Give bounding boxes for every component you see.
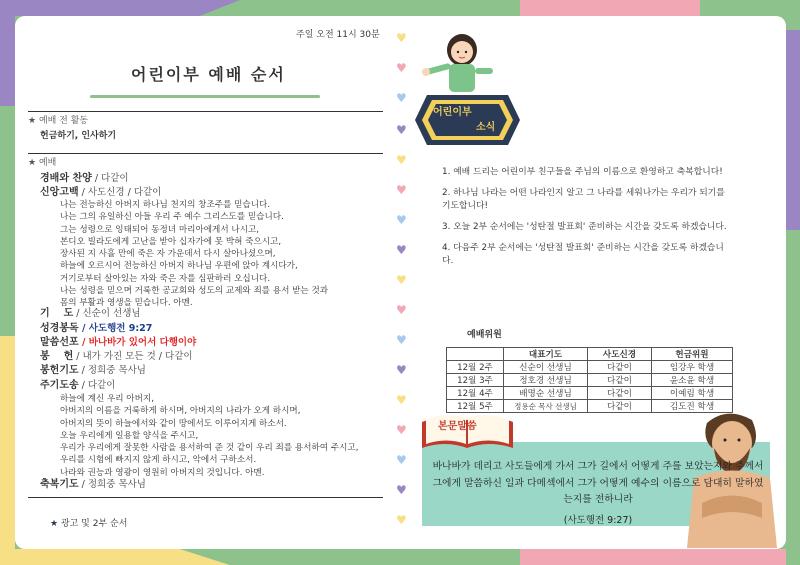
lords-prayer-text xyxy=(60,393,358,479)
heart-icon: ♥ xyxy=(396,183,407,197)
creed-line: 하늘에 오르시어 전능하신 아버지 하나님 우편에 앉아 계시다가, xyxy=(60,261,298,272)
table-row: 12월 3주 정호경 선생님 다같이 윤소윤 학생 xyxy=(447,374,733,387)
order-offering-prayer: 봉헌기도 / 정희중 목사님 xyxy=(40,365,146,376)
creed-line: 나는 전능하신 아버지 하나님 천지의 창조주를 믿습니다. xyxy=(60,200,271,210)
divider-middle xyxy=(28,153,383,154)
page-title: 어린이부 예배 순서 xyxy=(131,65,286,84)
creed-line: 장사된 지 사흘 만에 죽은 자 가운데서 다시 살아나셨으며, xyxy=(60,249,276,260)
table-row: 12월 5주 정용순 목사 선생님 다같이 김도진 학생 xyxy=(447,400,733,413)
heart-icon: ♥ xyxy=(396,61,407,75)
heart-icon: ♥ xyxy=(396,453,407,467)
order-offering: 봉 헌 / 내가 가진 모든 것 / 다같이 xyxy=(40,351,193,362)
news-badge-line1: 어린이부 xyxy=(433,107,472,118)
prayer-line: 아버지의 뜻이 하늘에서와 같이 땅에서도 이루어지게 하소서. xyxy=(60,418,287,429)
news-item: 3. 오늘 2부 순서에는 '성탄절 발표회' 준비하는 시간을 갖도록 하겠습니다. xyxy=(442,222,727,232)
verse-text: 바나바가 데리고 사도들에게 가서 그가 길에서 어떻게 주를 보았는지와 주께서 그에게 말씀하신 일과 다메섹에서 그가 어떻게 예수의 이름으로 담대히 말하였는지를 전하니라 xyxy=(432,461,764,505)
creed-line: 몸의 부활과 영생을 믿습니다. 아멘. xyxy=(60,298,193,309)
heart-icon: ♥ xyxy=(396,213,407,227)
prayer-line: 나라와 권능과 영광이 영원히 아버지의 것입니다. 아멘. xyxy=(60,467,265,478)
title-underline xyxy=(90,95,320,98)
creed-line: 나는 그의 유일하신 아들 우리 주 예수 그리스도를 믿습니다. xyxy=(60,212,284,223)
heart-icon: ♥ xyxy=(396,363,407,377)
order-sermon: 말씀선포 / 바나바가 있어서 다행이야 xyxy=(40,337,197,348)
news-list xyxy=(442,166,732,276)
girl-illustration xyxy=(420,30,510,100)
worship-label: ★ 예배 xyxy=(28,158,57,168)
divider-bottom xyxy=(28,497,383,498)
heart-icon: ♥ xyxy=(396,243,407,257)
apostles-creed xyxy=(60,199,328,310)
heart-icon: ♥ xyxy=(396,123,407,137)
schedule-label: 예배위원 xyxy=(467,330,502,340)
heart-icon: ♥ xyxy=(396,393,407,407)
verse-reference: (사도행전 9:27) xyxy=(563,515,633,526)
prayer-line: 오늘 우리에게 일용할 양식을 주시고, xyxy=(60,430,199,441)
table-row: 12월 2주 신순이 선생님 다같이 임강우 학생 xyxy=(447,361,733,374)
creed-line: 거기로부터 살아있는 자와 죽은 자를 심판하러 오십니다. xyxy=(60,273,271,284)
service-time: 주일 오전 11시 30분 xyxy=(296,30,380,40)
prayer-line: 우리를 시험에 빠지지 않게 하시고, 악에서 구하소서. xyxy=(60,455,257,466)
creed-line: 나는 성령을 믿으며 거룩한 공교회와 성도의 교제와 죄를 용서 받는 것과 xyxy=(60,286,329,297)
news-badge-line2: 소식 xyxy=(476,122,496,133)
order-reading: 성경봉독 / 사도행전 9:27 xyxy=(40,323,153,334)
heart-icon: ♥ xyxy=(396,273,407,287)
schedule-header: 헌금위원 xyxy=(652,348,733,361)
table-row: 12월 4주 배명순 선생님 다같이 이예림 학생 xyxy=(447,387,733,400)
pre-worship-label: ★ 예배 전 활동 xyxy=(28,116,89,126)
schedule-header: 사도신경 xyxy=(588,348,652,361)
heart-icon: ♥ xyxy=(396,423,407,437)
schedule-header: 대표기도 xyxy=(504,348,588,361)
divider-top xyxy=(28,111,383,112)
verse-label: 본문말씀 xyxy=(438,421,477,432)
star-icon: ★ xyxy=(28,158,39,168)
schedule-header-row xyxy=(447,348,733,361)
heart-icon: ♥ xyxy=(396,483,407,497)
star-icon: ★ xyxy=(28,116,39,126)
star-icon: ★ xyxy=(50,519,61,529)
pre-worship-content: 헌금하기, 인사하기 xyxy=(40,131,117,141)
order-blessing: 축복기도 / 정희중 목사님 xyxy=(40,479,146,490)
order-lords-prayer: 주기도송 / 다같이 xyxy=(40,380,116,391)
news-item: 1. 예배 드리는 어린이부 친구들을 주님의 이름으로 환영하고 축복합니다! xyxy=(442,167,723,177)
prayer-line: 하늘에 계신 우리 아버지, xyxy=(60,394,154,404)
news-item: 4. 다음주 2부 순서에는 '성탄절 발표회' 준비하는 시간을 갖도록 하겠습니다. xyxy=(442,243,724,266)
order-creed: 신앙고백 / 사도신경 / 다같이 xyxy=(40,187,162,198)
schedule-table xyxy=(446,347,733,413)
creed-line: 본디오 빌라도에게 고난을 받아 십자가에 못 박혀 죽으시고, xyxy=(60,236,282,247)
creed-line: 그는 성령으로 잉태되어 동정녀 마리아에게서 나시고, xyxy=(60,224,260,235)
order-prayer: 기 도 / 신순이 선생님 xyxy=(40,308,141,319)
news-item: 2. 하나님 나라는 어떤 나라인지 알고 그 나라를 세워나가는 우리가 되기를 기도합니다! xyxy=(442,188,725,211)
heart-icon: ♥ xyxy=(396,31,407,45)
heart-icon: ♥ xyxy=(396,303,407,317)
prayer-line: 우리가 우리에게 잘못한 사람을 용서하여 준 것 같이 우리 죄를 용서하여 주시고, xyxy=(60,443,359,454)
schedule-header xyxy=(447,348,504,361)
prayer-line: 아버지의 이름을 거룩하게 하시며, 아버지의 나라가 오게 하시며, xyxy=(60,406,301,417)
heart-icon: ♥ xyxy=(396,333,407,347)
heart-icon: ♥ xyxy=(396,91,407,105)
order-praise: 경배와 찬양 / 다같이 xyxy=(40,173,129,184)
heart-icon: ♥ xyxy=(396,153,407,167)
footer-item: ★ 광고 및 2부 순서 xyxy=(50,519,128,529)
heart-icon: ♥ xyxy=(396,513,407,527)
